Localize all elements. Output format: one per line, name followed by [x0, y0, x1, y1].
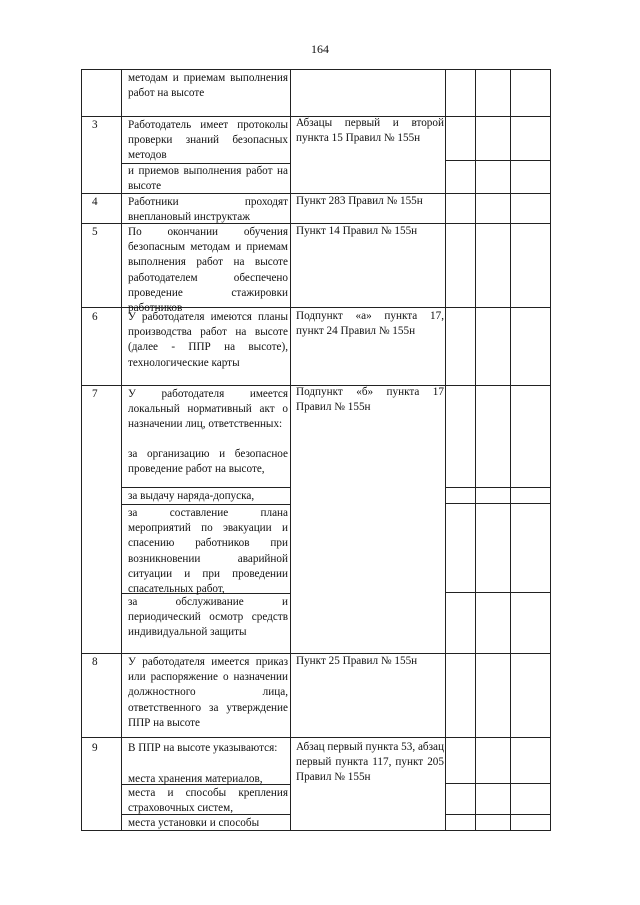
- row-number: 8: [92, 656, 98, 668]
- row-requirement: методам и приемам выполнения работ на высоте: [128, 72, 288, 100]
- row-requirement: По окончании обучения безопасным методам и приемам выполнения работ на высоте работодателем обеспечено проведение стажировки работников: [128, 226, 288, 315]
- row-requirement: В ППР на высоте указываются:: [128, 742, 278, 754]
- row-requirement: У работодателя имеется приказ или распоряжение о назначении должностного лица, ответственного за утверждение ППР на высоте: [128, 656, 288, 729]
- row-number: 4: [92, 196, 98, 208]
- row-requirement: Работники проходят внеплановый инструктаж: [128, 196, 288, 224]
- row-requirement: У работодателя имеется локальный нормативный акт о назначении лиц, ответственных:: [128, 388, 288, 431]
- row-reference: Пункт 25 Правил № 155н: [296, 655, 418, 667]
- row-requirement: У работодателя имеются планы производства работ на высоте (далее - ППР на высоте), технологические карты: [128, 311, 288, 369]
- page-number: 164: [311, 42, 329, 56]
- row-reference: Подпункт «а» пункта 17, пункт 24 Правил № 155н: [296, 310, 444, 338]
- row-reference: Абзацы первый и второй пункта 15 Правил № 155н: [296, 117, 444, 145]
- row-requirement-sub: за обслуживание и периодический осмотр средств индивидуальной защиты: [128, 596, 288, 639]
- row-requirement-sub: места и способы крепления страховочных систем,: [128, 787, 288, 815]
- row-requirement-sub: за выдачу наряда-допуска,: [128, 490, 255, 502]
- row-number: 5: [92, 226, 98, 238]
- row-number: 7: [92, 388, 98, 400]
- row-requirement-sub: за составление плана мероприятий по эвакуации и спасению работников при возникновении аварийной ситуации и при проведении спасательных работ,: [128, 507, 288, 596]
- row-reference: Пункт 283 Правил № 155н: [296, 195, 423, 207]
- row-number: 3: [92, 119, 98, 131]
- row-reference: Подпункт «б» пункта 17 Правил № 155н: [296, 386, 444, 414]
- row-requirement-sub: места установки и способы: [128, 817, 260, 829]
- row-number: 9: [92, 742, 98, 754]
- row-requirement-sub: и приемов выполнения работ на высоте: [128, 165, 288, 193]
- row-reference: Пункт 14 Правил № 155н: [296, 225, 418, 237]
- row-requirement-sub: места хранения материалов,: [128, 773, 263, 785]
- row-requirement: Работодатель имеет протоколы проверки знаний безопасных методов: [128, 119, 288, 162]
- row-reference: Абзац первый пункта 53, абзац первый пункта 117, пункт 205 Правил № 155н: [296, 741, 444, 784]
- row-requirement-sub: за организацию и безопасное проведение работ на высоте,: [128, 448, 288, 476]
- row-number: 6: [92, 311, 98, 323]
